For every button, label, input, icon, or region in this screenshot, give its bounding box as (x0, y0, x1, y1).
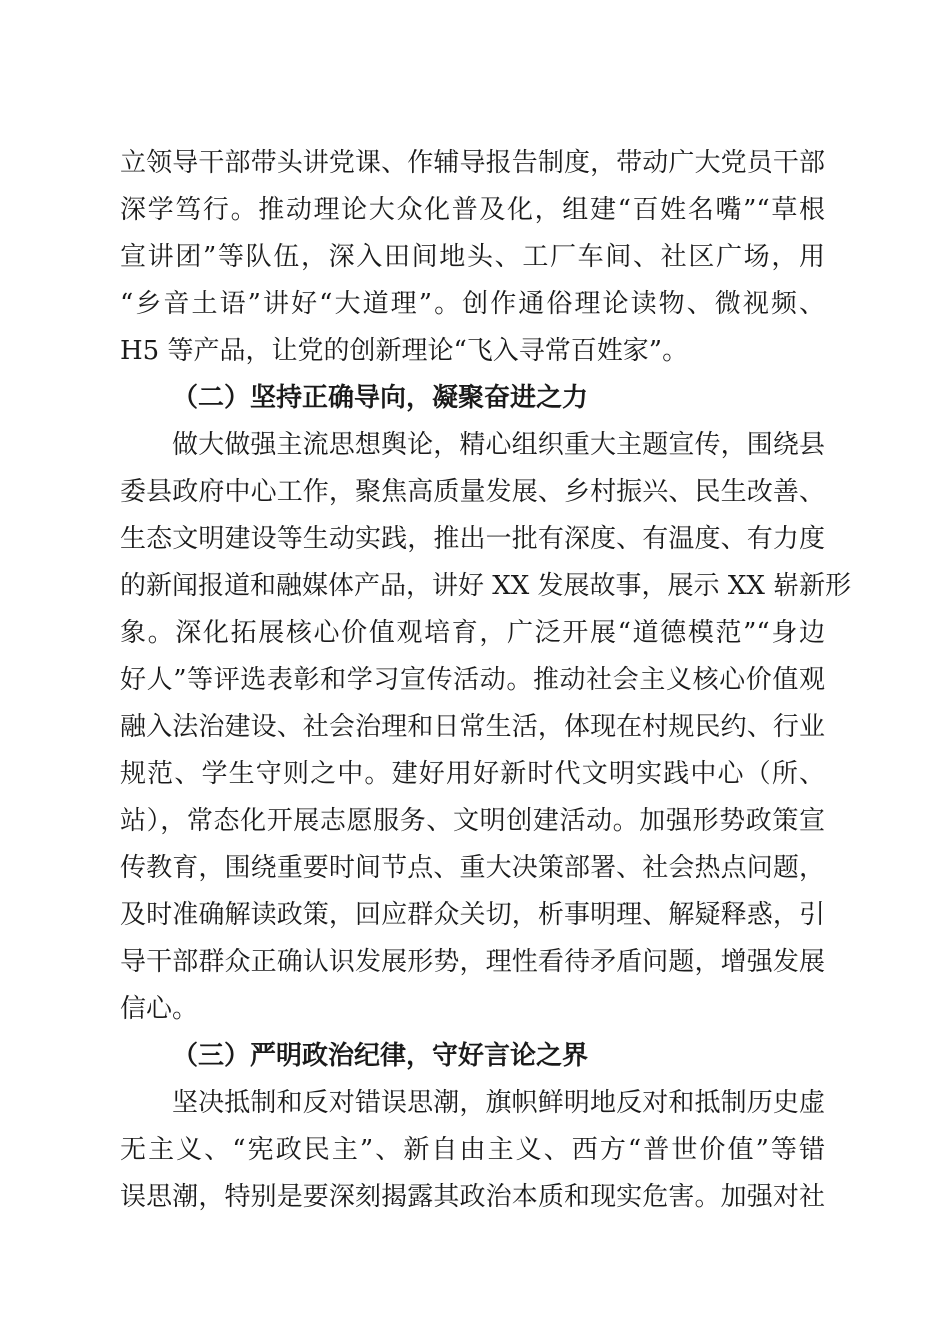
paragraph-2-line-5: 象。深化拓展核心价值观培育，广泛开展“道德模范”“身边 (120, 618, 825, 648)
paragraph-1-line-4: “乡音土语”讲好“大道理”。创作通俗理论读物、微视频、 (120, 289, 825, 319)
paragraph-1-line-1: 立领导干部带头讲党课、作辅导报告制度，带动广大党员干部 (120, 148, 825, 178)
paragraph-2-line-10: 传教育，围绕重要时间节点、重大决策部署、社会热点问题， (120, 853, 825, 883)
paragraph-2-line-13: 信心。 (120, 994, 199, 1024)
paragraph-1-line-5: H5 等产品，让党的创新理论“飞入寻常百姓家”。 (120, 336, 689, 366)
paragraph-2-line-8: 规范、学生守则之中。建好用好新时代文明实践中心（所、 (120, 759, 825, 789)
paragraph-2-line-3: 生态文明建设等生动实践，推出一批有深度、有温度、有力度 (120, 524, 825, 554)
paragraph-1-line-3: 宣讲团”等队伍，深入田间地头、工厂车间、社区广场，用 (120, 242, 825, 272)
paragraph-2-line-9: 站），常态化开展志愿服务、文明创建活动。加强形势政策宣 (120, 806, 825, 836)
paragraph-3-line-3: 误思潮，特别是要深刻揭露其政治本质和现实危害。加强对社 (120, 1182, 825, 1212)
paragraph-2-line-6: 好人”等评选表彰和学习宣传活动。推动社会主义核心价值观 (120, 665, 825, 695)
paragraph-2-line-2: 委县政府中心工作，聚焦高质量发展、乡村振兴、民生改善、 (120, 477, 825, 507)
paragraph-2-line-1: 做大做强主流思想舆论，精心组织重大主题宣传，围绕县 (172, 430, 825, 460)
paragraph-2-line-11: 及时准确解读政策，回应群众关切，析事明理、解疑释惑，引 (120, 900, 825, 930)
paragraph-2-line-12: 导干部群众正确认识发展形势，理性看待矛盾问题，增强发展 (120, 947, 825, 977)
paragraph-3-line-1: 坚决抵制和反对错误思潮，旗帜鲜明地反对和抵制历史虚 (172, 1088, 825, 1118)
section-heading-3: （三）严明政治纪律，守好言论之界 (172, 1041, 589, 1071)
paragraph-1-line-2: 深学笃行。推动理论大众化普及化，组建“百姓名嘴”“草根 (120, 195, 825, 225)
section-heading-2: （二）坚持正确导向，凝聚奋进之力 (172, 383, 589, 413)
paragraph-2-line-4: 的新闻报道和融媒体产品，讲好 XX 发展故事，展示 XX 崭新形 (120, 571, 852, 601)
paragraph-2-line-7: 融入法治建设、社会治理和日常生活，体现在村规民约、行业 (120, 712, 825, 742)
paragraph-3-line-2: 无主义、“宪政民主”、新自由主义、西方“普世价值”等错 (120, 1135, 825, 1165)
document-body (120, 140, 852, 1221)
